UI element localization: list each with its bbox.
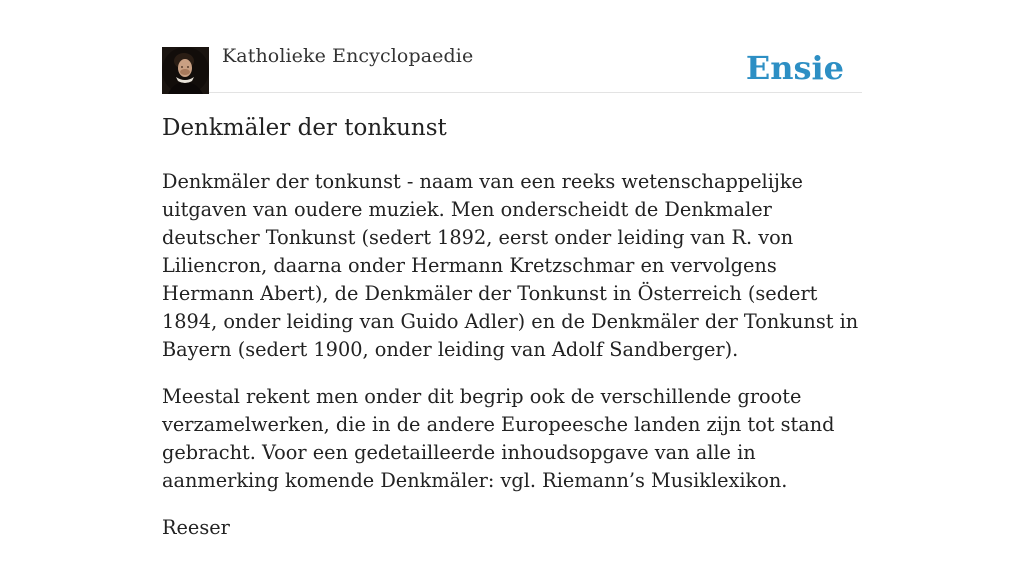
header xyxy=(162,0,862,93)
encyclopedia-title[interactable]: Katholieke Encyclopaedie xyxy=(222,45,474,67)
portrait-avatar[interactable] xyxy=(162,47,209,94)
article-title: Denkmäler der tonkunst xyxy=(162,115,447,141)
page xyxy=(162,0,862,539)
article-body xyxy=(162,168,862,561)
portrait-icon xyxy=(162,47,209,94)
brand-logo[interactable]: Ensie xyxy=(745,49,844,87)
article-paragraph-1: Denkmäler der tonkunst - naam van een reeks wetenschappelijke uitgaven van oudere muziek. Men onderscheidt de Denkmaler deutscher Tonkunst (sedert 1892, eerst onder leiding van R. von Liliencron, daarna onder Hermann Kretzschmar en vervolgens Hermann Abert), de Denkmäler der Tonkunst in Österreich (sedert 1894, onder leiding van Guido Adler) en de Denkmäler der Tonkunst in Bayern (sedert 1900, onder leiding van Adolf Sandberger). xyxy=(162,170,859,361)
article-author: Reeser xyxy=(162,516,230,539)
article-paragraph-2: Meestal rekent men onder dit begrip ook de verschillende groote verzamelwerken, die in de andere Europeesche landen zijn tot stand gebracht. Voor een gedetailleerde inhoudsopgave van alle in aanmerking komende Denkmäler: vgl. Riemann’s Musiklexikon. xyxy=(162,385,835,492)
